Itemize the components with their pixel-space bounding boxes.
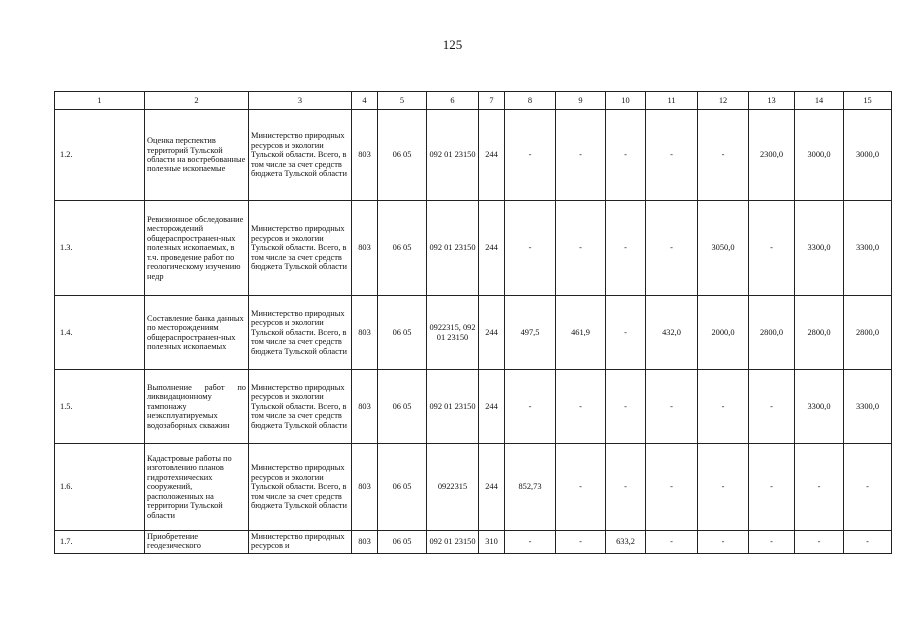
target-article: 0922315, 092 01 23150 bbox=[427, 296, 479, 370]
value-cell: - bbox=[505, 110, 556, 201]
value-cell: 461,9 bbox=[556, 296, 606, 370]
section-code: 06 05 bbox=[378, 296, 427, 370]
value-cell: - bbox=[795, 444, 844, 531]
target-article: 092 01 23150 bbox=[427, 531, 479, 554]
value-cell: - bbox=[646, 370, 698, 444]
table-header-row bbox=[55, 92, 892, 110]
expense-type: 244 bbox=[479, 370, 505, 444]
grbs-code: 803 bbox=[352, 531, 378, 554]
value-cell: 497,5 bbox=[505, 296, 556, 370]
table-row bbox=[55, 296, 892, 370]
section-code: 06 05 bbox=[378, 110, 427, 201]
executor: Министерство природных ресурсов и экологии Тульской области. Всего, в том числе за счет средств бюджета Тульской области bbox=[249, 296, 352, 370]
column-header: 13 bbox=[749, 92, 795, 110]
value-cell: 3300,0 bbox=[844, 201, 892, 296]
value-cell: 3300,0 bbox=[795, 370, 844, 444]
executor: Министерство природных ресурсов и bbox=[249, 531, 352, 554]
column-header: 6 bbox=[427, 92, 479, 110]
executor: Министерство природных ресурсов и экологии Тульской области. Всего, в том числе за счет средств бюджета Тульской области bbox=[249, 370, 352, 444]
section-code: 06 05 bbox=[378, 201, 427, 296]
grbs-code: 803 bbox=[352, 201, 378, 296]
target-article: 092 01 23150 bbox=[427, 370, 479, 444]
row-number: 1.3. bbox=[55, 201, 145, 296]
target-article: 092 01 23150 bbox=[427, 110, 479, 201]
value-cell: - bbox=[646, 531, 698, 554]
target-article: 092 01 23150 bbox=[427, 201, 479, 296]
activity-name: Составление банка данных по месторождениям общераспространен-ных полезных ископаемых bbox=[145, 296, 249, 370]
value-cell: - bbox=[556, 201, 606, 296]
value-cell: - bbox=[749, 531, 795, 554]
column-header: 14 bbox=[795, 92, 844, 110]
value-cell: - bbox=[505, 201, 556, 296]
value-cell: - bbox=[646, 444, 698, 531]
value-cell: - bbox=[606, 444, 646, 531]
row-number: 1.5. bbox=[55, 370, 145, 444]
column-header: 11 bbox=[646, 92, 698, 110]
value-cell: 633,2 bbox=[606, 531, 646, 554]
value-cell: - bbox=[698, 531, 749, 554]
activity-name: Оценка перспектив территорий Тульской области на востребованные полезные ископаемые bbox=[145, 110, 249, 201]
grbs-code: 803 bbox=[352, 296, 378, 370]
value-cell: 3050,0 bbox=[698, 201, 749, 296]
column-header: 8 bbox=[505, 92, 556, 110]
value-cell: - bbox=[698, 110, 749, 201]
value-cell: - bbox=[844, 444, 892, 531]
value-cell: 2300,0 bbox=[749, 110, 795, 201]
value-cell: 3000,0 bbox=[795, 110, 844, 201]
row-number: 1.7. bbox=[55, 531, 145, 554]
activity-name: Выполнение работ по ликвидационному тампонажу неэксплуатируемых водозаборных скважин bbox=[145, 370, 249, 444]
activity-name: Кадастровые работы по изготовлению планов гидротехнических сооружений, расположенных на территории Тульской области bbox=[145, 444, 249, 531]
row-number: 1.2. bbox=[55, 110, 145, 201]
grbs-code: 803 bbox=[352, 110, 378, 201]
value-cell: 2800,0 bbox=[795, 296, 844, 370]
target-article: 0922315 bbox=[427, 444, 479, 531]
value-cell: - bbox=[556, 370, 606, 444]
value-cell: - bbox=[844, 531, 892, 554]
column-header: 2 bbox=[145, 92, 249, 110]
executor: Министерство природных ресурсов и экологии Тульской области. Всего, в том числе за счет средств бюджета Тульской области bbox=[249, 110, 352, 201]
column-header: 3 bbox=[249, 92, 352, 110]
table-row bbox=[55, 201, 892, 296]
table-row bbox=[55, 531, 892, 554]
expense-type: 244 bbox=[479, 296, 505, 370]
section-code: 06 05 bbox=[378, 370, 427, 444]
column-header: 10 bbox=[606, 92, 646, 110]
activity-name: Приобретение геодезического bbox=[145, 531, 249, 554]
value-cell: 2800,0 bbox=[749, 296, 795, 370]
table-row bbox=[55, 110, 892, 201]
value-cell: 3300,0 bbox=[844, 370, 892, 444]
value-cell: - bbox=[698, 444, 749, 531]
value-cell: 2000,0 bbox=[698, 296, 749, 370]
value-cell: - bbox=[606, 296, 646, 370]
table-row bbox=[55, 370, 892, 444]
budget-table bbox=[54, 91, 892, 554]
value-cell: 432,0 bbox=[646, 296, 698, 370]
value-cell: 2800,0 bbox=[844, 296, 892, 370]
value-cell: 3000,0 bbox=[844, 110, 892, 201]
column-header: 5 bbox=[378, 92, 427, 110]
value-cell: - bbox=[606, 370, 646, 444]
column-header: 4 bbox=[352, 92, 378, 110]
table-row bbox=[55, 444, 892, 531]
value-cell: - bbox=[606, 201, 646, 296]
grbs-code: 803 bbox=[352, 370, 378, 444]
expense-type: 244 bbox=[479, 444, 505, 531]
value-cell: - bbox=[646, 110, 698, 201]
value-cell: 3300,0 bbox=[795, 201, 844, 296]
value-cell: - bbox=[646, 201, 698, 296]
section-code: 06 05 bbox=[378, 531, 427, 554]
column-header: 15 bbox=[844, 92, 892, 110]
column-header: 9 bbox=[556, 92, 606, 110]
row-number: 1.4. bbox=[55, 296, 145, 370]
value-cell: - bbox=[556, 531, 606, 554]
column-header: 1 bbox=[55, 92, 145, 110]
value-cell: - bbox=[795, 531, 844, 554]
expense-type: 310 bbox=[479, 531, 505, 554]
expense-type: 244 bbox=[479, 201, 505, 296]
activity-name: Ревизионное обследование месторождений общераспространен-ных полезных ископаемых, в т.ч. проведение работ по геологическому изучению недр bbox=[145, 201, 249, 296]
grbs-code: 803 bbox=[352, 444, 378, 531]
executor: Министерство природных ресурсов и экологии Тульской области. Всего, в том числе за счет средств бюджета Тульской области bbox=[249, 444, 352, 531]
value-cell: - bbox=[749, 444, 795, 531]
value-cell: - bbox=[556, 444, 606, 531]
column-header: 7 bbox=[479, 92, 505, 110]
value-cell: - bbox=[505, 531, 556, 554]
column-header: 12 bbox=[698, 92, 749, 110]
value-cell: - bbox=[556, 110, 606, 201]
value-cell: 852,73 bbox=[505, 444, 556, 531]
value-cell: - bbox=[606, 110, 646, 201]
row-number: 1.6. bbox=[55, 444, 145, 531]
page-number: 125 bbox=[442, 37, 463, 52]
expense-type: 244 bbox=[479, 110, 505, 201]
value-cell: - bbox=[749, 201, 795, 296]
value-cell: - bbox=[505, 370, 556, 444]
section-code: 06 05 bbox=[378, 444, 427, 531]
executor: Министерство природных ресурсов и экологии Тульской области. Всего, в том числе за счет средств бюджета Тульской области bbox=[249, 201, 352, 296]
value-cell: - bbox=[749, 370, 795, 444]
value-cell: - bbox=[698, 370, 749, 444]
